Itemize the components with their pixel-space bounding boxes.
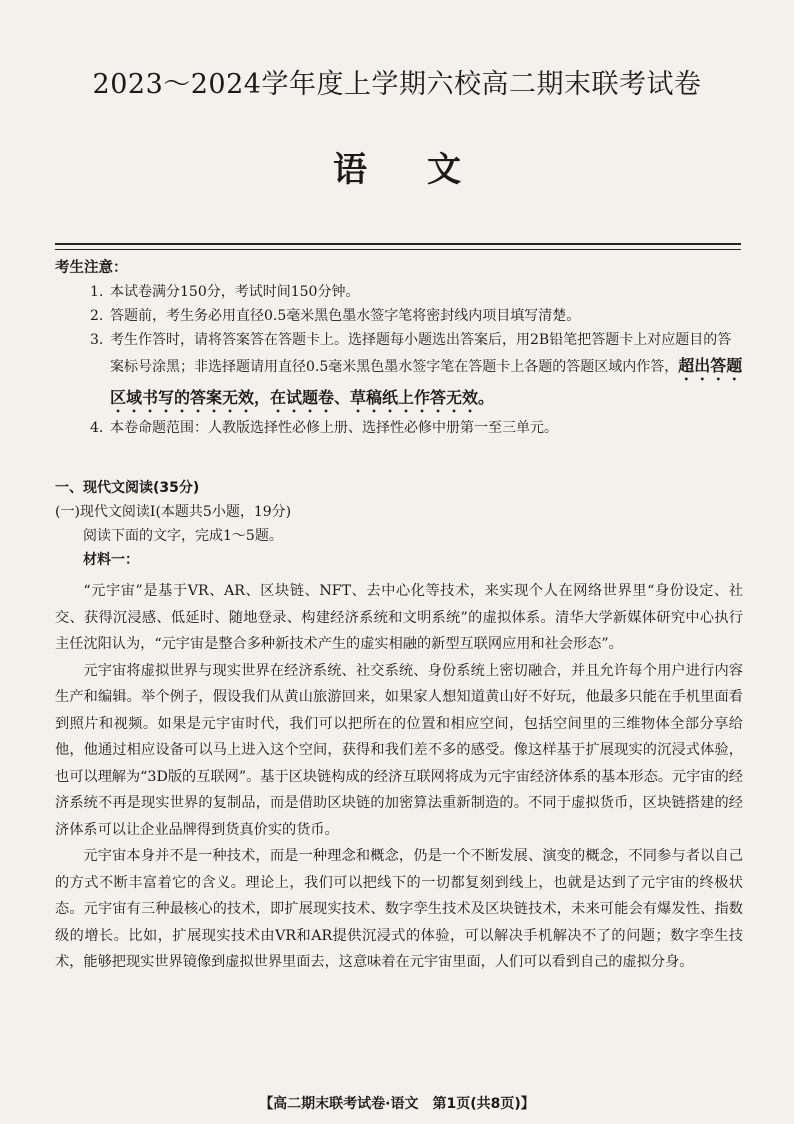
notice-heading: 考生注意： [55,260,128,276]
notice-item-text: 本试卷满分150分，考试时间150分钟。 [110,284,360,300]
passage-paragraph: “元宇宙”是基于VR、AR、区块链、NFT、去中心化等技术，来实现个人在网络世界里“身份设定、社交、获得沉浸感、低延时、随地登录、构建经济系统和文明系统”的虚拟体系。清华大学新媒体研究中心执行主任沈阳认为，“元宇宙是整合多种新技术产生的虚实相融的新型互联网应用和社会形态”。 [55,583,743,652]
notice-item [90,304,745,328]
candidate-notice [55,256,745,440]
notice-item [90,328,745,416]
passage-paragraph: 元宇宙本身并不是一种技术，而是一种理念和概念，仍是一个不断发展、演变的概念，不同参与者以自己的方式不断丰富着它的含义。理论上，我们可以把线下的一切都复刻到线上，也就是达到了元宇宙的终极状态。元宇宙有三种最核心的技术，即扩展现实技术、数字孪生技术及区块链技术，未来可能会有爆发性、指数级的增长。比如，扩展现实技术由VR和AR提供沉浸式的体验，可以解决手机解决不了的问题；数字孪生技术，能够把现实世界镜像到虚拟世界里面去，这意味着在元宇宙里面，人们可以看到自己的虚拟分身。 [55,848,743,970]
instruction: 阅读下面的文字，完成1～5题。 [83,528,283,544]
notice-item-text: 答题前，考生务必用直径0.5毫米黑色墨水签字笔将密封线内项目填写清楚。 [110,308,581,324]
divider-thin [55,249,741,250]
reading-passage [55,578,743,976]
notice-item-number: 2. [90,308,104,324]
notice-item-number: 4. [90,420,104,436]
divider-thick [55,243,741,245]
page-footer: 【高二期末联考试卷·语文 第1页(共8页)】 [259,1096,535,1112]
notice-item-text: 考生作答时，请将答案答在答题卡上。选择题每小题选出答案后，用2B铅笔把答题卡上对应题目的答案标号涂黑；非选择题请用直径0.5毫米黑色墨水签字笔在答题卡上各题的答题区域内作答， [110,332,732,375]
notice-item-number: 3. [90,332,104,348]
part-heading: 一、现代文阅读(35分) [55,480,200,496]
subpart-heading: (一)现代文阅读Ⅰ(本题共5小题，19分) [55,504,292,520]
notice-emphasis: 超出答题区域书写的答案无效，在试题卷、草稿纸上作答无效。 [110,356,743,407]
section-heading-block [55,476,745,572]
subject-title: 语文 [333,150,521,190]
notice-item [90,416,745,440]
passage-paragraph: 元宇宙将虚拟世界与现实世界在经济系统、社交系统、身份系统上密切融合，并且允许每个用户进行内容生产和编辑。举个例子，假设我们从黄山旅游回来，如果家人想知道黄山好不好玩，他最多只能在手机里面看到照片和视频。如果是元宇宙时代，我们可以把所在的位置和相应空间，包括空间里的三维物体全部分享给他，他通过相应设备可以马上进入这个空间，获得和我们差不多的感受。像这样基于扩展现实的沉浸式体验，也可以理解为“3D版的互联网”。基于区块链构成的经济互联网将成为元宇宙经济体系的基本形态。元宇宙的经济系统不再是现实世界的复制品，而是借助区块链的加密算法重新制造的。不同于虚拟货币，区块链搭建的经济体系可以让企业品牌得到货真价实的货币。 [55,662,743,838]
material-label: 材料一： [83,552,139,568]
notice-item-number: 1. [90,284,104,300]
notice-item-text: 本卷命题范围：人教版选择性必修上册、选择性必修中册第一至三单元。 [110,420,558,436]
notice-item [90,280,745,304]
exam-title: 2023～2024学年度上学期六校高二期末联考试卷 [92,69,702,100]
